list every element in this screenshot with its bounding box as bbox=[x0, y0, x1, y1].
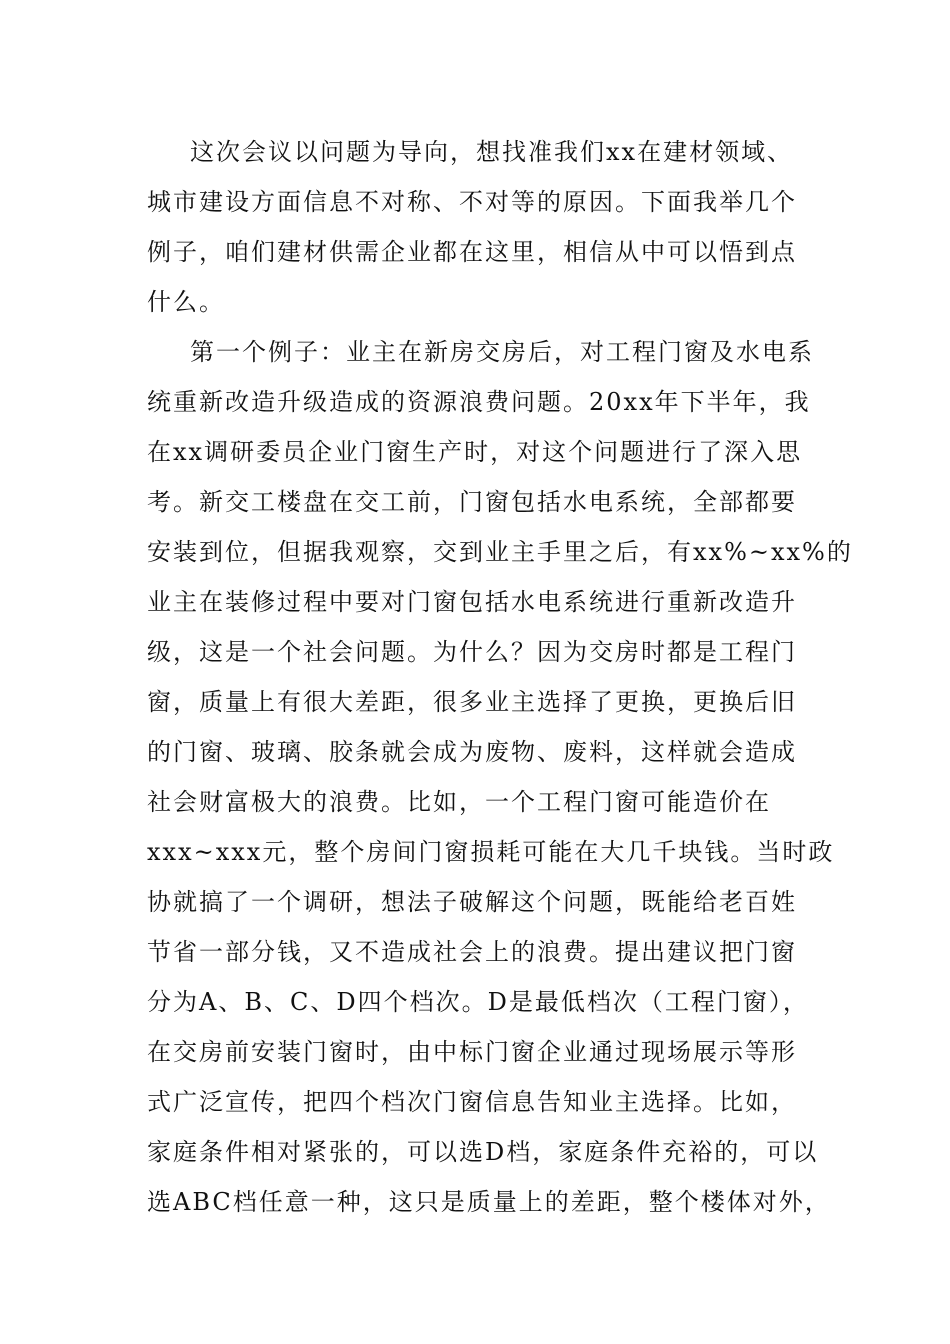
paragraph-2-line: xxx~xxx元，整个房间门窗损耗可能在大几千块钱。当时政 bbox=[147, 838, 835, 866]
paragraph-2-line: 式广泛宣传，把四个档次门窗信息告知业主选择。比如， bbox=[147, 1088, 797, 1116]
paragraph-2-line: 窗，质量上有很大差距，很多业主选择了更换，更换后旧 bbox=[147, 688, 797, 716]
paragraph-2-line: 在xx调研委员企业门窗生产时，对这个问题进行了深入思 bbox=[147, 438, 803, 466]
paragraph-1-line: 例子，咱们建材供需企业都在这里，相信从中可以悟到点 bbox=[147, 238, 797, 266]
paragraph-2-line: 安装到位，但据我观察，交到业主手里之后，有xx%~xx%的 bbox=[147, 538, 853, 566]
paragraph-1-line: 这次会议以问题为导向，想找准我们xx在建材领域、 bbox=[190, 138, 794, 166]
paragraph-2-line: 节省一部分钱，又不造成社会上的浪费。提出建议把门窗 bbox=[147, 938, 797, 966]
paragraph-2-line: 家庭条件相对紧张的，可以选D档，家庭条件充裕的，可以 bbox=[147, 1138, 819, 1166]
paragraph-2-line: 社会财富极大的浪费。比如，一个工程门窗可能造价在 bbox=[147, 788, 771, 816]
paragraph-2-line: 在交房前安装门窗时，由中标门窗企业通过现场展示等形 bbox=[147, 1038, 797, 1066]
paragraph-1-line: 什么。 bbox=[147, 288, 225, 316]
paragraph-2-line: 选ABC档任意一种，这只是质量上的差距，整个楼体对外， bbox=[147, 1188, 831, 1216]
paragraph-2-line: 统重新改造升级造成的资源浪费问题。20xx年下半年，我 bbox=[147, 388, 811, 416]
paragraph-2-line: 协就搞了一个调研，想法子破解这个问题，既能给老百姓 bbox=[147, 888, 797, 916]
paragraph-2-line: 分为A、B、C、D四个档次。D是最低档次（工程门窗）， bbox=[147, 988, 809, 1016]
paragraph-2-line: 业主在装修过程中要对门窗包括水电系统进行重新改造升 bbox=[147, 588, 797, 616]
paragraph-2-line: 考。新交工楼盘在交工前，门窗包括水电系统，全部都要 bbox=[147, 488, 797, 516]
paragraph-2-line: 第一个例子：业主在新房交房后，对工程门窗及水电系 bbox=[190, 338, 814, 366]
paragraph-2-line: 级，这是一个社会问题。为什么？因为交房时都是工程门 bbox=[147, 638, 797, 666]
paragraph-2-line: 的门窗、玻璃、胶条就会成为废物、废料，这样就会造成 bbox=[147, 738, 797, 766]
paragraph-1-line: 城市建设方面信息不对称、不对等的原因。下面我举几个 bbox=[147, 188, 797, 216]
